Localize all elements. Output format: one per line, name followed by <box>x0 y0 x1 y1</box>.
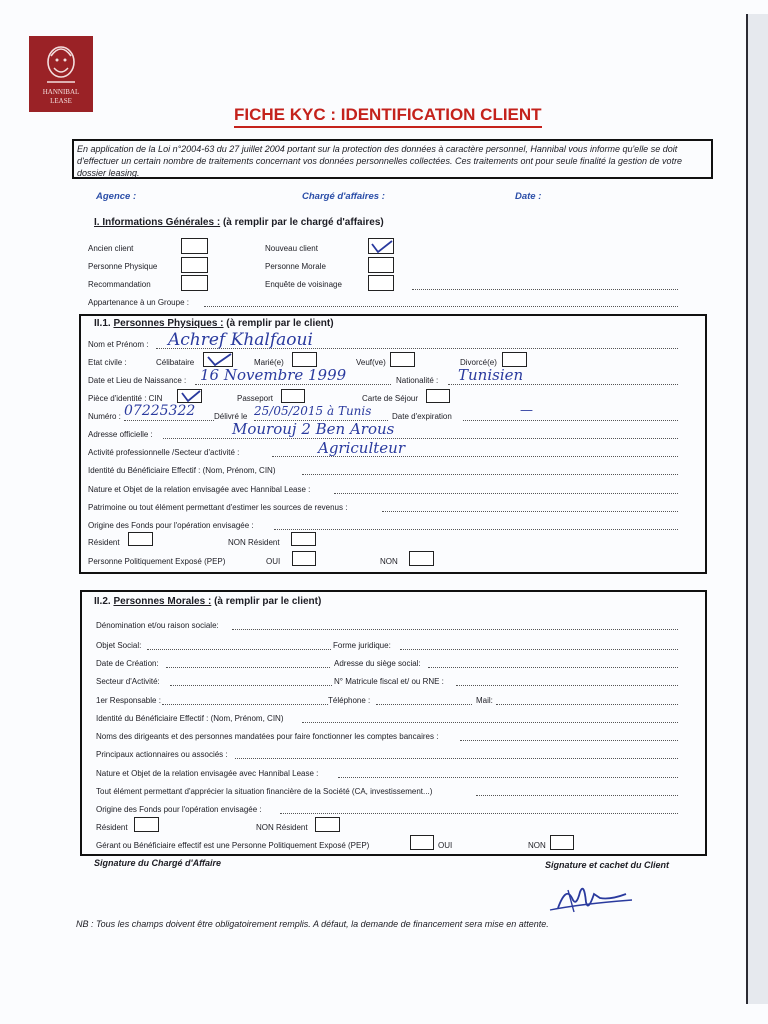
section3-heading-title: Personnes Morales : <box>113 596 212 607</box>
responsable-label: 1er Responsable : <box>96 696 161 705</box>
personne-physique-label: Personne Physique <box>88 262 158 271</box>
logo-text-2: LEASE <box>50 97 72 105</box>
non-resident-label: NON Résident <box>228 538 280 547</box>
section2-heading-note: (à remplir par le client) <box>226 318 334 329</box>
beneficiaire-morale-line[interactable] <box>302 722 678 723</box>
date-creation-label: Date de Création: <box>96 659 159 668</box>
nature-relation-label: Nature et Objet de la relation envisagée avec Hannibal Lease : <box>88 485 311 494</box>
objet-social-line[interactable] <box>147 649 331 650</box>
resident-label: Résident <box>88 538 120 547</box>
beneficiaire-morale-label: Identité du Bénéficiaire Effectif : (Nom, Prénom, CIN) <box>96 714 284 723</box>
origine-fonds-label: Origine des Fonds pour l'opération envisagée : <box>88 521 254 530</box>
nouveau-client-checkbox[interactable] <box>368 238 394 254</box>
forme-juridique-label: Forme juridique: <box>333 641 391 650</box>
siege-social-line[interactable] <box>428 667 678 668</box>
groupe-label: Appartenance à un Groupe : <box>88 298 189 307</box>
veuf-checkbox[interactable] <box>390 352 415 367</box>
veuf-label: Veuf(ve) <box>356 358 386 367</box>
divorce-checkbox[interactable] <box>502 352 527 367</box>
expiration-label: Date d'expiration <box>392 412 452 421</box>
activite-value[interactable]: Agriculteur <box>318 439 405 457</box>
checkmark-icon <box>178 390 203 404</box>
resident-morale-label: Résident <box>96 823 128 832</box>
section2-heading-number: II.1. <box>94 318 111 329</box>
pep-morale-non-label: NON <box>528 841 546 850</box>
adresse-line[interactable] <box>163 438 678 439</box>
enquete-voisinage-label: Enquête de voisinage <box>265 280 342 289</box>
non-resident-morale-label: NON Résident <box>256 823 308 832</box>
cin-checkbox[interactable] <box>177 389 202 403</box>
carte-sejour-checkbox[interactable] <box>426 389 450 403</box>
agence-label: Agence : <box>96 191 137 202</box>
passeport-label: Passeport <box>237 394 274 403</box>
responsable-line[interactable] <box>162 704 328 705</box>
section2-heading-title: Personnes Physiques : <box>113 318 224 329</box>
section3-heading-note: (à remplir par le client) <box>214 596 322 607</box>
nationalite-value[interactable]: Tunisien <box>458 366 524 384</box>
marie-label: Marié(e) <box>254 358 284 367</box>
enquete-voisinage-checkbox[interactable] <box>368 275 394 291</box>
beneficiaire-label: Identité du Bénéficiaire Effectif : (Nom, Prénom, CIN) <box>88 466 276 475</box>
signature-client-label: Signature et cachet du Client <box>545 860 670 870</box>
hannibal-head-icon <box>39 42 83 86</box>
adresse-label: Adresse officielle : <box>88 430 153 439</box>
nationalite-line[interactable] <box>448 384 678 385</box>
ancien-client-label: Ancien client <box>88 244 134 253</box>
section3-heading-number: II.2. <box>94 596 111 607</box>
origine-fonds-morale-line[interactable] <box>280 813 678 814</box>
naissance-line[interactable] <box>195 384 391 385</box>
secteur-activite-label: Secteur d'Activité: <box>96 677 160 686</box>
date-creation-line[interactable] <box>166 667 330 668</box>
personne-physique-checkbox[interactable] <box>181 257 208 273</box>
nature-relation-morale-line[interactable] <box>338 777 678 778</box>
recommandation-checkbox[interactable] <box>181 275 208 291</box>
nature-relation-line[interactable] <box>334 493 678 494</box>
naissance-value[interactable]: 16 Novembre 1999 <box>200 366 347 384</box>
adresse-value[interactable]: Mourouj 2 Ben Arous <box>232 420 395 438</box>
divorce-label: Divorcé(e) <box>460 358 497 367</box>
situation-financiere-label: Tout élément permettant d'apprécier la situation financière de la Société (CA, investissement...) <box>96 787 433 796</box>
pep-morale-non-checkbox[interactable] <box>550 835 574 850</box>
pep-oui-label: OUI <box>266 557 281 566</box>
mail-label: Mail: <box>476 696 493 705</box>
delivre-label: Délivré le <box>214 412 248 421</box>
resident-morale-checkbox[interactable] <box>134 817 159 832</box>
nature-relation-morale-label: Nature et Objet de la relation envisagée avec Hannibal Lease : <box>96 769 319 778</box>
actionnaires-label: Principaux actionnaires ou associés : <box>96 750 228 759</box>
pep-morale-oui-checkbox[interactable] <box>410 835 434 850</box>
marie-checkbox[interactable] <box>292 352 317 367</box>
delivre-value[interactable]: 25/05/2015 à Tunis <box>254 404 372 418</box>
form-title: FICHE KYC : IDENTIFICATION CLIENT <box>234 105 542 128</box>
activite-label: Activité professionnelle /Secteur d'activité : <box>88 448 240 457</box>
celibataire-label: Célibataire <box>156 358 195 367</box>
charge-affaires-label: Chargé d'affaires : <box>302 191 385 202</box>
numero-label: Numéro : <box>88 412 121 421</box>
resident-checkbox[interactable] <box>128 532 153 546</box>
nom-prenom-label: Nom et Prénom : <box>88 340 149 349</box>
expiration-line[interactable] <box>463 420 678 421</box>
dirigeants-label: Noms des dirigeants et des personnes mandatées pour faire fonctionner les comptes bancaires : <box>96 732 439 741</box>
objet-social-label: Objet Social: <box>96 641 142 650</box>
personne-morale-label: Personne Morale <box>265 262 326 271</box>
origine-fonds-line[interactable] <box>274 529 678 530</box>
numero-value[interactable]: 07225322 <box>124 403 196 419</box>
denomination-line[interactable] <box>232 629 678 630</box>
section2-heading <box>94 318 334 329</box>
matricule-line[interactable] <box>456 685 678 686</box>
secteur-activite-line[interactable] <box>170 685 332 686</box>
telephone-line[interactable] <box>376 704 472 705</box>
section1-heading-note: (à remplir par le chargé d'affaires) <box>222 217 384 228</box>
client-signature-icon[interactable] <box>540 878 640 918</box>
telephone-label: Téléphone : <box>328 696 371 705</box>
pep-non-label: NON <box>380 557 398 566</box>
checkmark-icon <box>369 239 395 255</box>
mail-line[interactable] <box>496 704 678 705</box>
pep-morale-label: Gérant ou Bénéficiaire effectif est une Personne Politiquement Exposé (PEP) <box>96 841 370 850</box>
pep-morale-oui-label: OUI <box>438 841 453 850</box>
logo-text-1: HANNIBAL <box>42 88 80 96</box>
forme-juridique-line[interactable] <box>400 649 678 650</box>
siege-social-label: Adresse du siège social: <box>334 659 421 668</box>
denomination-label: Dénomination et/ou raison sociale: <box>96 621 219 630</box>
etat-civil-label: Etat civile : <box>88 358 127 367</box>
signature-charge-label: Signature du Chargé d'Affaire <box>94 858 221 868</box>
groupe-line[interactable] <box>204 306 678 307</box>
carte-sejour-label: Carte de Séjour <box>362 394 419 403</box>
pep-oui-checkbox[interactable] <box>292 551 316 566</box>
section1-heading <box>94 217 384 228</box>
hannibal-lease-logo <box>29 36 93 112</box>
piece-identite-label: Pièce d'identité : CIN <box>88 394 163 403</box>
origine-fonds-morale-label: Origine des Fonds pour l'opération envisagée : <box>96 805 262 814</box>
personne-morale-checkbox[interactable] <box>368 257 394 273</box>
patrimoine-line[interactable] <box>382 511 678 512</box>
date-label: Date : <box>515 191 542 202</box>
naissance-label: Date et Lieu de Naissance : <box>88 376 187 385</box>
non-resident-morale-checkbox[interactable] <box>315 817 340 832</box>
nouveau-client-label: Nouveau client <box>265 244 318 253</box>
ancien-client-checkbox[interactable] <box>181 238 208 254</box>
actionnaires-line[interactable] <box>235 758 678 759</box>
pep-non-checkbox[interactable] <box>409 551 434 566</box>
nom-prenom-value[interactable]: Achref Khalfaoui <box>168 330 313 350</box>
non-resident-checkbox[interactable] <box>291 532 316 546</box>
expiration-value[interactable]: — <box>520 403 533 418</box>
recommandation-label: Recommandation <box>88 280 151 289</box>
dirigeants-line[interactable] <box>460 740 678 741</box>
passeport-checkbox[interactable] <box>281 389 305 403</box>
page-edge <box>746 14 768 1004</box>
footer-note: NB : Tous les champs doivent être obligatoirement remplis. A défaut, la demande de financement sera mise en attente. <box>76 919 549 929</box>
section3-heading <box>94 596 321 607</box>
enquete-voisinage-line[interactable] <box>412 289 678 290</box>
celibataire-checkbox[interactable] <box>203 352 233 367</box>
beneficiaire-line[interactable] <box>302 474 678 475</box>
numero-line[interactable] <box>124 420 214 421</box>
section1-heading-title: I. Informations Générales : <box>94 217 221 228</box>
situation-financiere-line[interactable] <box>476 795 678 796</box>
intro-paragraph: En application de la Loi n°2004-63 du 27 juillet 2004 portant sur la protection des données à caractère personnel, Hannibal vous informe qu'elle se doit d'effectuer un certain nombre de traitements concernant vos données personnelles collectées. Ces traitements ont pour seule finalité la gestion de votre dossier leasing. <box>72 139 713 179</box>
patrimoine-label: Patrimoine ou tout élément permettant d'estimer les sources de revenus : <box>88 503 348 512</box>
matricule-label: N° Matricule fiscal et/ ou RNE : <box>334 677 444 686</box>
nationalite-label: Nationalité : <box>396 376 439 385</box>
pep-label: Personne Politiquement Exposé (PEP) <box>88 557 226 566</box>
